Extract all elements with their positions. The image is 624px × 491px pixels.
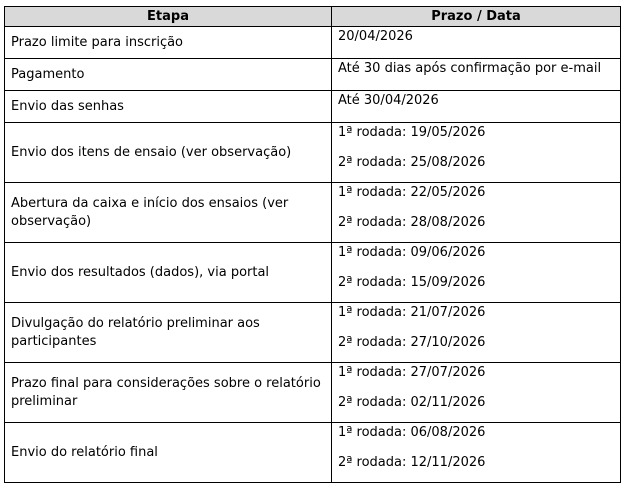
date-value: Até 30 dias após confirmação por e-mail [338,61,602,76]
stage-cell: Envio das senhas [5,91,332,123]
date-value: 20/04/2026 [338,29,413,44]
round-1-date: 1ª rodada: 06/08/2026 [338,425,486,440]
stage-cell: Prazo limite para inscrição [5,27,332,59]
stage-cell: Pagamento [5,59,332,91]
table-row [5,183,621,243]
stage-cell: Divulgação do relatório preliminar aos participantes [5,303,332,363]
stage-cell: Abertura da caixa e início dos ensaios (ver observação) [5,183,332,243]
table-row [5,243,621,303]
stage-cell: Envio do relatório final [5,423,332,483]
stage-cell: Envio dos itens de ensaio (ver observação) [5,123,332,183]
round-2-date: 2ª rodada: 28/08/2026 [338,215,486,230]
table-row [5,59,621,91]
round-2-date: 2ª rodada: 15/09/2026 [338,275,486,290]
round-1-date: 1ª rodada: 09/06/2026 [338,245,486,260]
table-row [5,27,621,59]
date-cell [332,303,621,363]
date-cell [332,123,621,183]
date-cell [332,423,621,483]
date-cell [332,363,621,423]
table-header-row [5,7,621,27]
table-row [5,91,621,123]
stage-cell: Prazo final para considerações sobre o relatório preliminar [5,363,332,423]
date-cell [332,243,621,303]
stage-cell: Envio dos resultados (dados), via portal [5,243,332,303]
round-2-date: 2ª rodada: 27/10/2026 [338,335,486,350]
schedule-table [4,6,621,483]
column-header-stage: Etapa [5,7,332,27]
date-cell [332,91,621,123]
table-row [5,423,621,483]
round-2-date: 2ª rodada: 12/11/2026 [338,455,486,470]
date-cell [332,183,621,243]
round-2-date: 2ª rodada: 25/08/2026 [338,155,486,170]
table-row [5,303,621,363]
date-value: Até 30/04/2026 [338,93,439,108]
round-1-date: 1ª rodada: 22/05/2026 [338,185,486,200]
round-1-date: 1ª rodada: 27/07/2026 [338,365,486,380]
round-1-date: 1ª rodada: 21/07/2026 [338,305,486,320]
table-row [5,363,621,423]
round-1-date: 1ª rodada: 19/05/2026 [338,125,486,140]
column-header-date: Prazo / Data [332,7,621,27]
date-cell [332,27,621,59]
date-cell [332,59,621,91]
round-2-date: 2ª rodada: 02/11/2026 [338,395,486,410]
table-row [5,123,621,183]
